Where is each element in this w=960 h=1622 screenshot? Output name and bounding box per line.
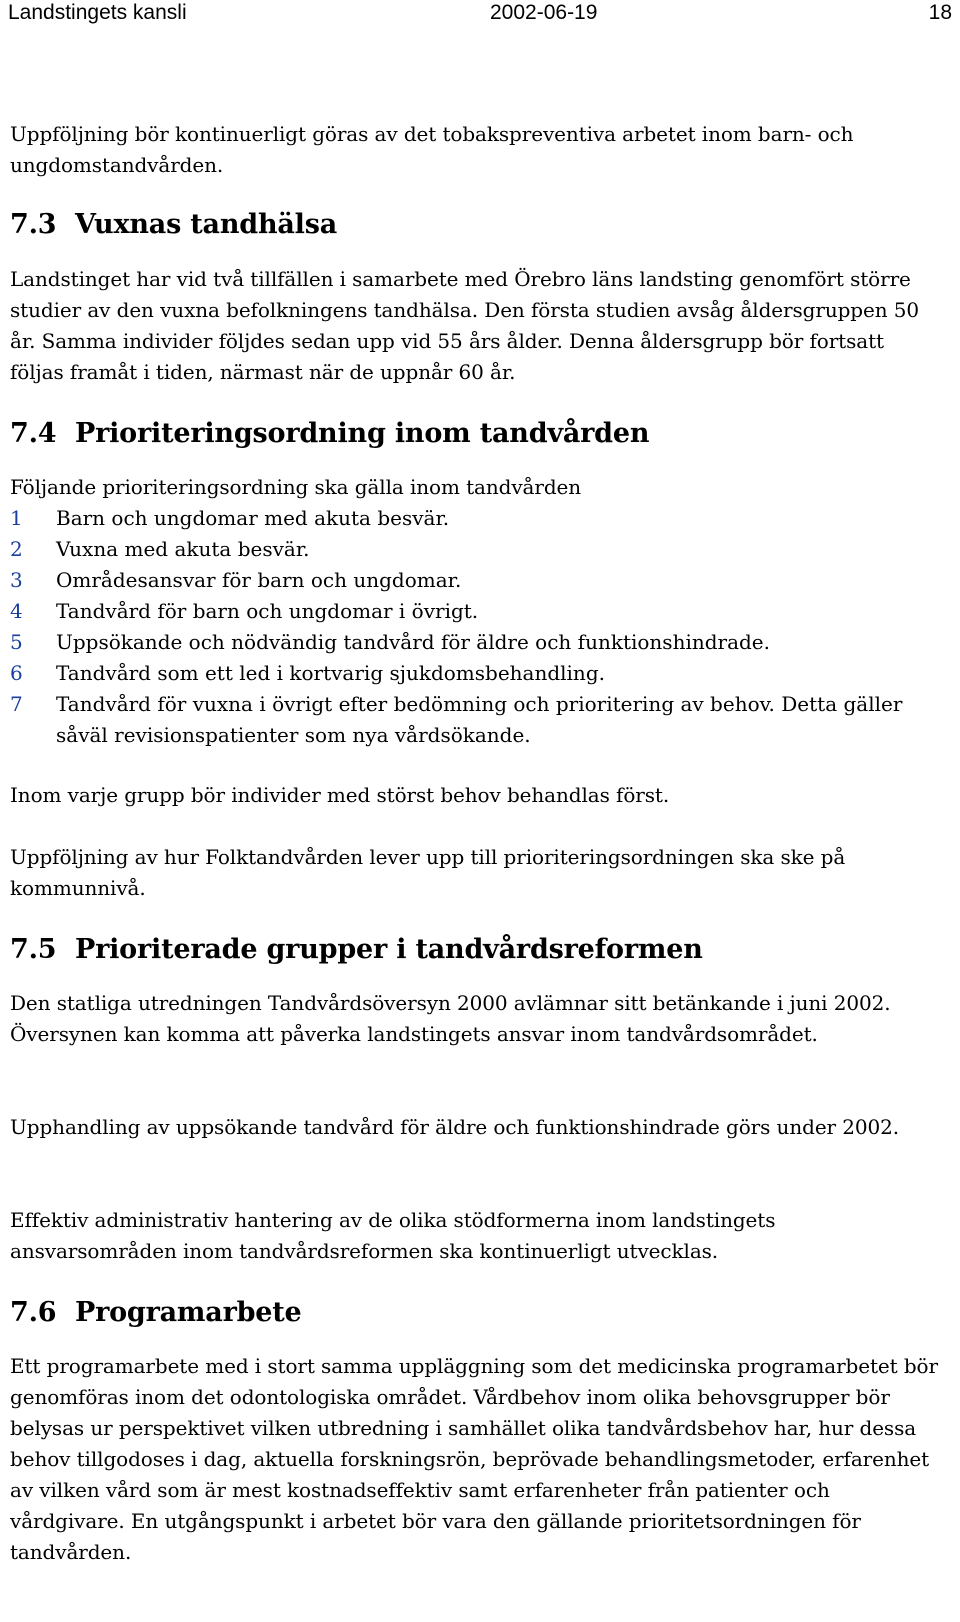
list-item-number: 5: [10, 630, 23, 654]
section-7-4-paragraph-1: [10, 780, 940, 811]
list-item: [10, 658, 940, 689]
section-heading: [10, 208, 940, 242]
section-heading: [10, 933, 940, 967]
section-number: 7.5: [10, 934, 57, 965]
section-paragraph: Landstinget har vid två tillfällen i samarbete med Örebro läns landsting genomfört större studier av den vuxna befolkningens tandhälsa. Den första studien avsåg åldersgruppen 50 år. Samma individer följdes sedan upp vid 55 års ålder. Denna åldersgrupp bör fortsatt följas framåt i tiden, närmast när de uppnår 60 år.: [10, 267, 920, 384]
section-7-5-paragraph-3: [10, 1205, 940, 1267]
list-item-text: Vuxna med akuta besvär.: [56, 537, 310, 561]
header-date: 2002-06-19: [490, 1, 598, 24]
section-paragraph: Upphandling av uppsökande tandvård för äldre och funktionshindrade görs under 2002.: [10, 1115, 900, 1139]
section-paragraph: Den statliga utredningen Tandvårdsöversyn 2000 avlämnar sitt betänkande i juni 2002. Översynen kan komma att påverka landstingets ansvar inom tandvårdsområdet.: [10, 991, 891, 1046]
section-heading: [10, 1296, 940, 1330]
section-7-5: [10, 933, 940, 967]
section-7-6: [10, 1296, 940, 1330]
list-item: [10, 689, 940, 751]
section-title: Vuxnas tandhälsa: [75, 209, 338, 240]
list-item-number: 2: [10, 537, 23, 561]
list-item: [10, 565, 940, 596]
list-item-number: 1: [10, 506, 23, 530]
header-organization: Landstingets kansli: [8, 1, 187, 24]
priority-list: [10, 503, 940, 751]
section-7-5-paragraph-2: [10, 1112, 940, 1143]
list-item-number: 3: [10, 568, 23, 592]
list-item: [10, 596, 940, 627]
list-item-number: 6: [10, 661, 23, 685]
section-title: Prioriteringsordning inom tandvården: [75, 418, 650, 449]
section-paragraph: Inom varje grupp bör individer med störst behov behandlas först.: [10, 783, 670, 807]
section-7-4-paragraph-2: [10, 842, 940, 904]
section-7-6-body: [10, 1351, 940, 1568]
list-item: [10, 627, 940, 658]
section-7-3-body: [10, 264, 940, 388]
section-title: Programarbete: [75, 1297, 302, 1328]
list-item-text: Tandvård för barn och ungdomar i övrigt.: [56, 599, 479, 623]
section-7-5-paragraph-1: [10, 988, 940, 1050]
section-heading: [10, 417, 940, 451]
section-7-4: [10, 417, 940, 451]
section-title: Prioriterade grupper i tandvårdsreformen: [75, 934, 703, 965]
section-7-4-body: [10, 472, 940, 751]
page-header: [8, 0, 952, 28]
section-7-3: [10, 208, 940, 242]
page-number: 18: [928, 1, 952, 24]
list-lead: Följande prioriteringsordning ska gälla inom tandvården: [10, 475, 582, 499]
intro-paragraph: Uppföljning bör kontinuerligt göras av det tobakspreventiva arbetet inom barn- och ungdomstandvården.: [10, 122, 854, 177]
section-number: 7.4: [10, 418, 57, 449]
list-item-text: Barn och ungdomar med akuta besvär.: [56, 506, 450, 530]
section-paragraph: Uppföljning av hur Folktandvården lever upp till prioriteringsordningen ska ske på kommunnivå.: [10, 845, 846, 900]
intro-block: [10, 119, 940, 181]
list-item-text: Tandvård som ett led i kortvarig sjukdomsbehandling.: [56, 661, 605, 685]
list-item: [10, 534, 940, 565]
section-number: 7.3: [10, 209, 57, 240]
list-item: [10, 503, 940, 534]
section-number: 7.6: [10, 1297, 57, 1328]
section-paragraph: Effektiv administrativ hantering av de olika stödformerna inom landstingets ansvarsområden inom tandvårdsreformen ska kontinuerligt utvecklas.: [10, 1208, 776, 1263]
list-item-text: Uppsökande och nödvändig tandvård för äldre och funktionshindrade.: [56, 630, 771, 654]
list-item-text: Områdesansvar för barn och ungdomar.: [56, 568, 462, 592]
list-item-text: Tandvård för vuxna i övrigt efter bedömning och prioritering av behov. Detta gäller såväl revisionspatienter som nya vårdsökande.: [56, 692, 903, 747]
section-paragraph: Ett programarbete med i stort samma uppläggning som det medicinska programarbetet bör genomföras inom det odontologiska området. Vårdbehov inom olika behovsgrupper bör belysas ur perspektivet vilken utbredning i samhället olika tandvårdsbehov har, hur dessa behov tillgodoses i dag, aktuella forskningsrön, beprövade behandlingsmetoder, erfarenhet av vilken vård som är mest kostnadseffektiv samt erfarenheter från patienter och vårdgivare. En utgångspunkt i arbetet bör vara den gällande prioritetsordningen för tandvården.: [10, 1354, 938, 1564]
list-item-number: 7: [10, 692, 23, 716]
list-item-number: 4: [10, 599, 23, 623]
